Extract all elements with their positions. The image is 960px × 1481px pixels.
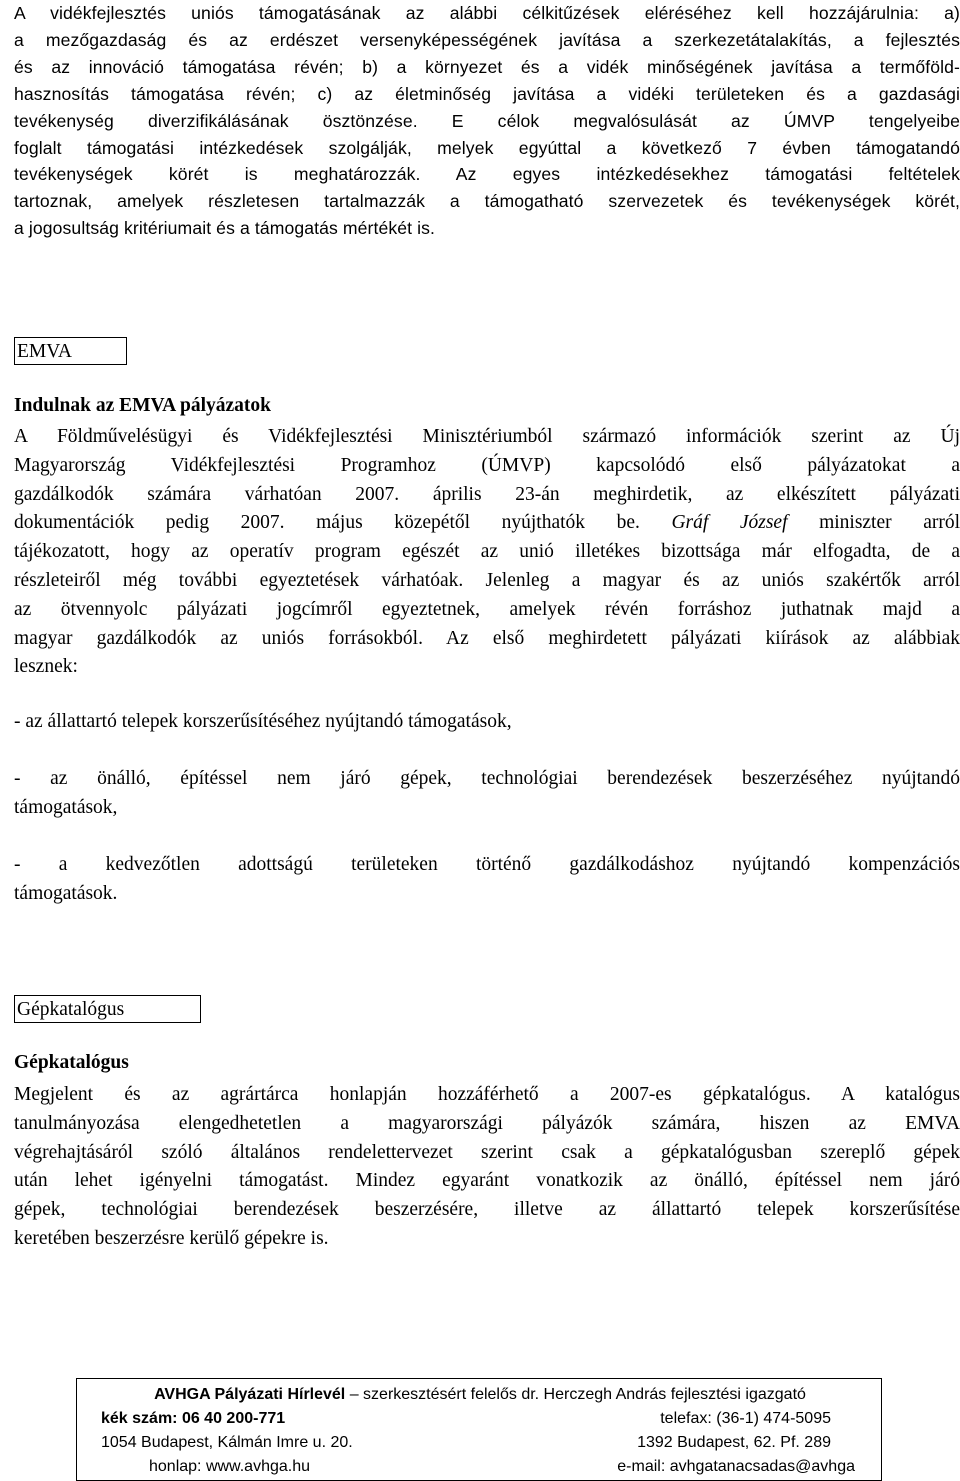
bullet-line: támogatások, <box>14 796 118 818</box>
text-line: végrehajtásáról szóló általános rendelettervezet szerint csak a gépkatalógusban szereplő gépek <box>14 1141 960 1163</box>
text-line: az ötvennyolc pályázati jogcímről egyeztetnek, amelyek révén forráshoz juthatnak majd a <box>14 598 960 620</box>
bullet-item <box>14 851 960 909</box>
newsletter-name: AVHGA Pályázati Hírlevél <box>154 1386 346 1403</box>
street-address: 1054 Budapest, Kálmán Imre u. 20. <box>101 1434 353 1451</box>
text-line: és az innováció támogatása révén; b) a környezet és a vidék minőségének javítása a termőföld- <box>14 56 960 77</box>
email-link[interactable]: e-mail: avhgatanacsadas@avhga <box>617 1458 855 1475</box>
text-line: lesznek: <box>14 656 78 678</box>
text-line: gazdálkodók számára várhatóan 2007. április 23-án meghirdetik, az elkészített pályázati <box>14 483 960 505</box>
footer-address-row <box>77 1432 883 1454</box>
bullet-line: - az állattartó telepek korszerűsítéséhez nyújtandó támogatások, <box>14 711 512 732</box>
intro-paragraph <box>14 0 960 242</box>
text-line: Megjelent és az agrártárca honlapján hozzáférhető a 2007-es gépkatalógus. A katalógus <box>14 1084 960 1105</box>
bullet-line: - az önálló, építéssel nem járó gépek, technológiai berendezések beszerzéséhez nyújtandó <box>14 768 960 789</box>
footer-box <box>76 1378 882 1481</box>
editor-info: – szerkesztésért felelős dr. Herczegh András fejlesztési igazgató <box>345 1386 806 1403</box>
text-line: tanulmányozása elengedhetetlen a magyarországi pályázók számára, hiszen az EMVA <box>14 1112 960 1134</box>
text-line: tevékenység diverzifikálásának ösztönzése. E célok megvalósulását az ÚMVP tengelyeibe <box>14 110 960 131</box>
text-line: hasznosítás támogatása révén; c) az életminőség javítása a vidéki területeken és a gazdasági <box>14 83 960 104</box>
text-line: dokumentációk pedig 2007. május közepétől nyújthatók be. Gráf József miniszter arról <box>14 512 960 534</box>
minister-name: Gráf József <box>671 512 788 534</box>
text-line: A vidékfejlesztés uniós támogatásának az alábbi célkitűzések eléréséhez kell hozzájárulnia: a) <box>14 3 960 23</box>
text-line: után lehet igényelni támogatást. Mindez egyaránt vonatkozik az önálló, építéssel nem járó <box>14 1170 960 1192</box>
fax-number: telefax: (36-1) 474-5095 <box>660 1410 831 1427</box>
text-line: Magyarország Vidékfejlesztési Programhoz (ÚMVP) kapcsolódó első pályázatokat a <box>14 454 960 476</box>
footer-phone-row <box>77 1408 883 1430</box>
text-line: tájékozatott, hogy az operatív program egészét az unió illetékes bizottsága már elfogadta, de a <box>14 541 960 563</box>
emva-paragraph <box>14 423 960 682</box>
section-title-gepkatalogus: Gépkatalógus <box>14 1052 129 1073</box>
text-line: a jogosultság kritériumait és a támogatás mértékét is. <box>14 218 435 239</box>
text-line: A Földművelésügyi és Vidékfejlesztési Minisztériumból származó információk szerint az Új <box>14 426 960 447</box>
section-label-gepkatalogus: Gépkatalógus <box>14 995 201 1023</box>
text-line: gépek, technológiai berendezések beszerzésére, illetve az állattartó telepek korszerűsítése <box>14 1199 960 1221</box>
section-label-emva: EMVA <box>14 337 127 365</box>
text-line: keretében beszerzésre kerülő gépekre is. <box>14 1227 329 1249</box>
postal-box: 1392 Budapest, 62. Pf. 289 <box>637 1434 831 1451</box>
text-line: magyar gazdálkodók az uniós forrásokból. Az első meghirdetett pályázati kiírások az alábbiak <box>14 627 960 649</box>
bullet-line: támogatások. <box>14 882 118 904</box>
gepkatalogus-paragraph <box>14 1081 960 1254</box>
text-line: tevékenységek körét is meghatározzák. Az egyes intézkedésekhez támogatási feltételek <box>14 164 960 185</box>
footer-web-row <box>77 1456 883 1478</box>
section-title-emva: Indulnak az EMVA pályázatok <box>14 395 272 416</box>
website-link[interactable]: honlap: www.avhga.hu <box>149 1458 310 1475</box>
bullet-line: - a kedvezőtlen adottságú területeken történő gazdálkodáshoz nyújtandó kompenzációs <box>14 854 960 875</box>
bullet-item <box>14 765 960 823</box>
bullet-item <box>14 708 960 737</box>
phone-number: kék szám: 06 40 200-771 <box>101 1410 286 1427</box>
text-line: a mezőgazdaság és az erdészet versenyképességének javítása a szerkezetátalakítás, a fejlesztés <box>14 29 960 50</box>
text-line: részleteiről még további egyeztetések várhatóak. Jelenleg a magyar és az uniós szakértők arról <box>14 569 960 591</box>
text-line: tartoznak, amelyek részletesen tartalmazzák a támogatható szervezetek és tevékenységek körét, <box>14 191 960 212</box>
text-line: foglalt támogatási intézkedések szolgálják, melyek egyúttal a következő 7 évben támogatandó <box>14 137 960 158</box>
footer-title-row <box>77 1384 883 1406</box>
